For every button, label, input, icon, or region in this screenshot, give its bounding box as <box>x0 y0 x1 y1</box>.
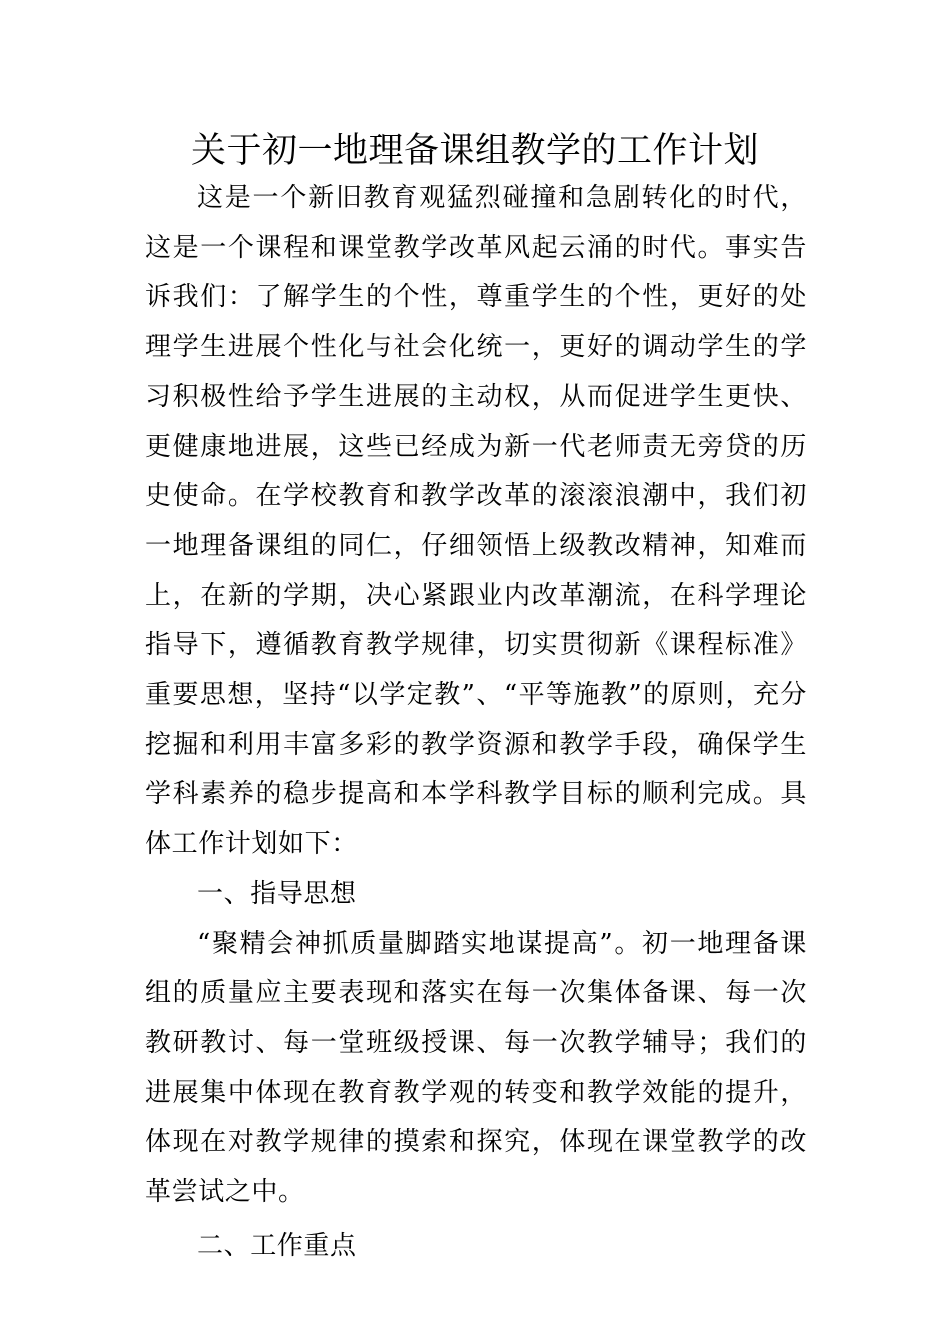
intro-paragraph: 这是一个新旧教育观猛烈碰撞和急剧转化的时代，这是一个课程和课堂教学改革风起云涌的时代。事实告诉我们：了解学生的个性，尊重学生的个性，更好的处理学生进展个性化与社会化统一，更好的调动学生的学习积极性给予学生进展的主动权，从而促进学生更快、更健康地进展，这些已经成为新一代老师责无旁贷的历史使命。在学校教育和教学改革的滚滚浪潮中，我们初一地理备课组的同仁，仔细领悟上级教改精神，知难而上，在新的学期，决心紧跟业内改革潮流，在科学理论指导下，遵循教育教学规律，切实贯彻新《课程标准》重要思想，坚持“以学定教”、“平等施教”的原则，充分挖掘和利用丰富多彩的教学资源和教学手段，确保学生学科素养的稳步提高和本学科教学目标的顺利完成。具体工作计划如下： <box>145 183 807 860</box>
section-heading-guiding-thought: 一、指导思想 <box>197 878 357 909</box>
guiding-thought-paragraph: “聚精会神抓质量脚踏实地谋提高”。初一地理备课组的质量应主要表现和落实在每一次集体备课、每一次教研教讨、每一堂班级授课、每一次教学辅导；我们的进展集中体现在教育教学观的转变和教学效能的提升，体现在对教学规律的摸索和探究，体现在课堂教学的改革尝试之中。 <box>145 928 807 1208</box>
document-title: 关于初一地理备课组教学的工作计划 <box>190 131 759 171</box>
section-heading-work-focus: 二、工作重点 <box>197 1230 357 1261</box>
document-body <box>145 174 807 1271</box>
